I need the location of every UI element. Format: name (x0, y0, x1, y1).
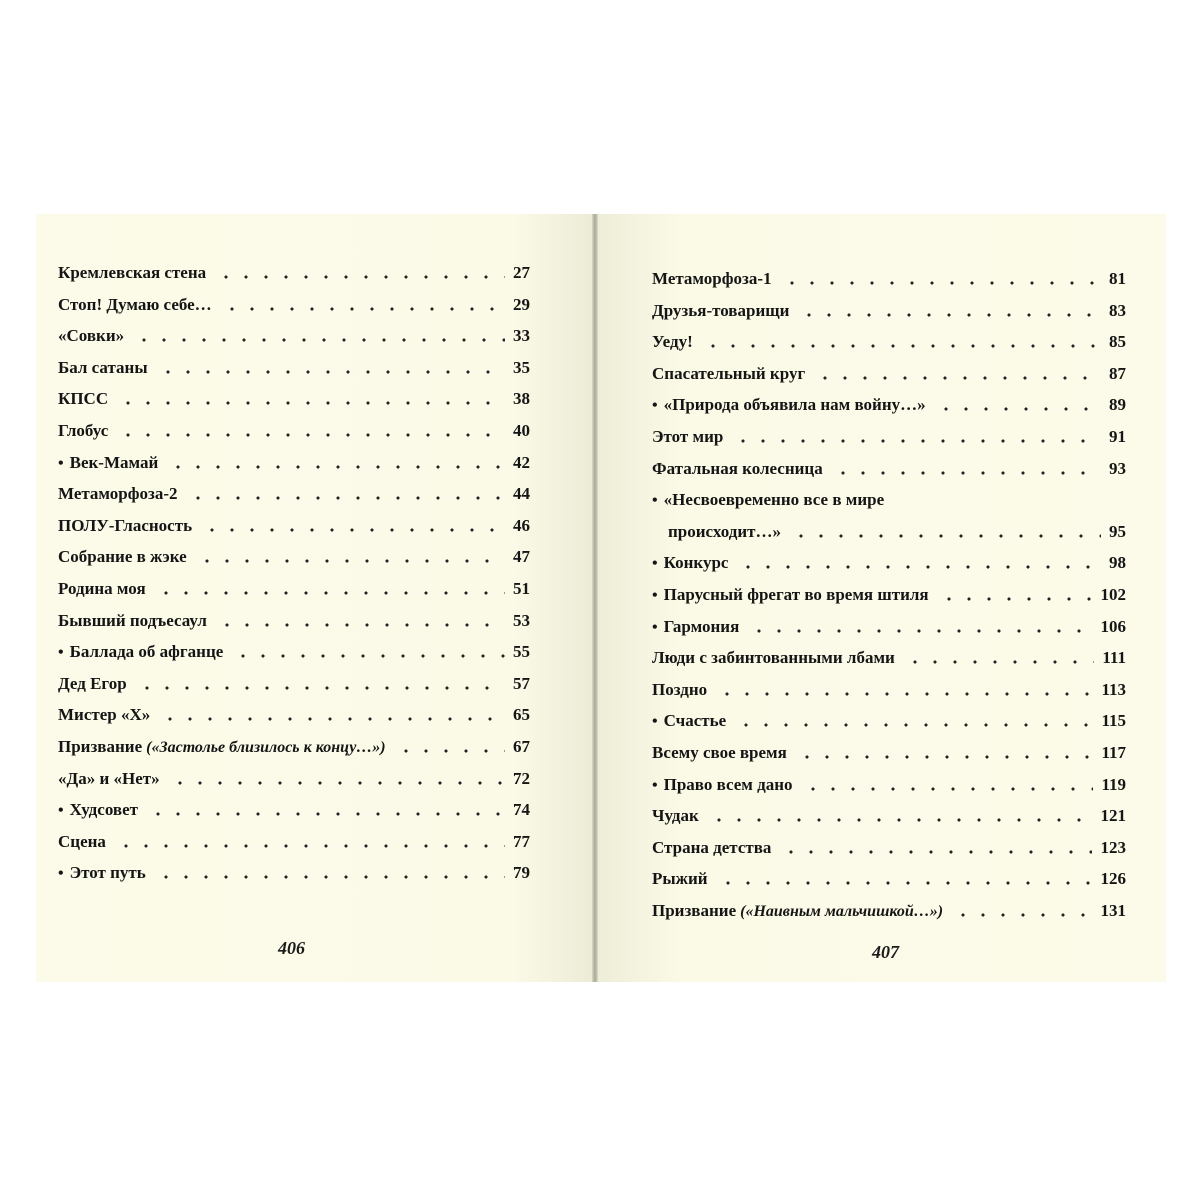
toc-page-number: 42 (513, 452, 530, 472)
toc-entry-title-text: Баллада об афганце (69, 642, 224, 662)
toc-entry (652, 424, 1126, 450)
dot-leader (717, 692, 1093, 696)
toc-entry-title-text: Парусный фрегат во время штиля (663, 585, 929, 604)
dot-leader (936, 407, 1101, 411)
dot-leader (116, 844, 505, 848)
toc-entry-title-text: «Совки» (58, 326, 125, 346)
toc-entry-title-text: Кремлевская стена (58, 263, 207, 282)
dot-leader (733, 439, 1101, 443)
dot-leader (781, 850, 1092, 854)
bullet-marker: • (652, 555, 658, 573)
toc-entry-title (652, 772, 793, 799)
bullet-marker: • (652, 397, 658, 415)
toc-entry-title-text: Бал сатаны (58, 357, 148, 377)
toc-entry-title (58, 860, 146, 887)
toc-entry-title-text: происходит…» (668, 521, 781, 541)
bullet-marker: • (58, 644, 64, 662)
dot-leader (158, 370, 505, 374)
toc-entry (652, 645, 1126, 671)
dot-leader (953, 913, 1092, 917)
dot-leader (156, 875, 505, 879)
toc-entry-title-text: Спасательный круг (652, 363, 806, 383)
toc-entry-subtitle: («Наивным мальчишкой…») (740, 903, 944, 920)
toc-entry-title (58, 671, 127, 697)
toc-entry-title (58, 323, 124, 349)
toc-entry-title-text: Уеду! (652, 332, 693, 352)
dot-leader (396, 749, 505, 753)
toc-entry-title (652, 424, 723, 450)
toc-entry-title (58, 513, 192, 539)
toc-entry-title-text: Собрание в жэке (58, 547, 187, 567)
toc-entry-title-text: Этот мир (652, 427, 724, 446)
toc-entry (652, 582, 1126, 608)
toc-entry (58, 513, 530, 539)
toc-entry-title (652, 487, 884, 514)
toc-entry-title (652, 708, 726, 735)
toc-entry-title (652, 361, 805, 387)
toc-entry (58, 260, 530, 286)
toc-page-number: 33 (513, 326, 530, 346)
toc-entry-title-text: Всему свое время (652, 743, 787, 762)
toc-page-number: 46 (513, 515, 530, 535)
toc-page-number: 53 (513, 610, 530, 630)
toc-entry (652, 456, 1126, 482)
toc-entry (58, 766, 530, 792)
toc-entry-title (652, 740, 787, 766)
bullet-marker: • (58, 802, 64, 820)
toc-entry-title (652, 614, 739, 641)
toc-entry (58, 544, 530, 570)
toc-entry (58, 639, 530, 665)
page-folio: 407 (872, 942, 899, 962)
dot-leader (233, 654, 505, 658)
toc-entry (58, 355, 530, 381)
bullet-marker: • (652, 776, 658, 794)
toc-entry-title (58, 797, 138, 824)
toc-page-number: 89 (1109, 395, 1126, 415)
toc-entry-title-text: Гармония (663, 616, 740, 636)
toc-page-number: 77 (513, 831, 530, 851)
toc-entry-title-text: Родина моя (58, 579, 146, 598)
bullet-marker: • (58, 454, 64, 472)
toc-page-number: 131 (1100, 901, 1126, 920)
toc-entry (58, 734, 530, 760)
toc-entry-title (58, 829, 106, 855)
toc-page-number: 85 (1109, 332, 1126, 352)
toc-entry (58, 608, 530, 634)
toc-entry-title (652, 392, 926, 419)
toc-entry-title-text: Мистер «Х» (58, 705, 151, 725)
toc-page-number: 38 (513, 389, 530, 409)
bullet-marker: • (652, 713, 658, 731)
toc-page-number: 27 (513, 263, 530, 282)
dot-leader (216, 275, 505, 279)
dot-leader (738, 565, 1101, 569)
toc-entry (652, 361, 1126, 387)
toc-entry-title-text: Друзья-товарищи (652, 300, 790, 320)
toc-entry-title (652, 329, 693, 355)
toc-entry (652, 835, 1126, 861)
right-page (598, 214, 1166, 982)
dot-leader (160, 717, 505, 721)
dot-leader (202, 528, 505, 532)
toc-entry-title (58, 576, 146, 602)
toc-page-number: 67 (513, 737, 530, 756)
toc-entry (652, 898, 1126, 924)
toc-entry (58, 671, 530, 697)
toc-page-number: 72 (513, 768, 530, 788)
toc-entry (652, 392, 1126, 418)
toc-entry-title-text: «Несвоевременно все в мире (663, 490, 885, 510)
dot-leader (118, 401, 505, 405)
toc-entry-title-text: Дед Егор (58, 673, 127, 693)
dot-leader (197, 559, 505, 563)
toc-page-number: 87 (1109, 363, 1126, 383)
toc-page-number: 98 (1109, 553, 1126, 573)
toc-entry (652, 708, 1126, 734)
bullet-marker: • (652, 587, 658, 604)
toc-entry-title (652, 456, 823, 482)
toc-page-number: 106 (1100, 616, 1126, 636)
toc-page-number: 93 (1109, 458, 1126, 478)
toc-page-number: 51 (513, 579, 530, 598)
toc-entry-title (58, 766, 160, 792)
toc-entry-title-text: Страна детства (652, 837, 772, 857)
toc-entry (652, 740, 1126, 766)
toc-entry-title-text: Худсовет (69, 800, 138, 820)
toc-entry-title (668, 519, 781, 545)
dot-leader (703, 344, 1101, 348)
toc-entry-title-text: Сцена (58, 831, 106, 851)
toc-entry-title-text: Люди с забинтованными лбами (652, 648, 895, 668)
toc-entry-title-text: КПСС (58, 389, 109, 409)
toc-page-number: 95 (1109, 521, 1126, 541)
dot-leader (188, 496, 505, 500)
toc-entry (58, 292, 530, 318)
dot-leader (799, 313, 1101, 317)
toc-entry-title (652, 266, 772, 292)
toc-entry-title-text: Конкурс (663, 553, 729, 573)
toc-page-number: 55 (513, 642, 530, 662)
toc-entry (58, 860, 530, 886)
dot-leader (833, 471, 1101, 475)
toc-entry-title-text: Чудак (652, 806, 699, 826)
toc-entry-title (652, 550, 728, 577)
bullet-marker: • (58, 865, 64, 883)
toc-entry (58, 576, 530, 602)
toc-page-number: 79 (513, 863, 530, 883)
toc-entry (58, 702, 530, 728)
toc-page-number: 117 (1101, 743, 1126, 762)
toc-entry-title (58, 481, 178, 507)
toc-page-number: 83 (1109, 300, 1126, 320)
bullet-marker: • (652, 618, 658, 636)
toc-page-number: 40 (513, 421, 530, 440)
toc-entry (652, 803, 1126, 829)
toc-entry-subtitle: («Застолье близилось к концу…») (146, 739, 386, 756)
toc-entry-title (58, 450, 158, 477)
toc-entry (652, 266, 1126, 292)
toc-entry-title (652, 898, 943, 925)
toc-entry (652, 519, 1126, 545)
toc-entry-title (652, 298, 789, 324)
dot-leader (939, 597, 1092, 601)
toc-page-number: 113 (1101, 679, 1126, 699)
toc-entry (58, 418, 530, 444)
dot-leader (791, 534, 1101, 538)
toc-entry (58, 386, 530, 412)
toc-page-number: 35 (513, 357, 530, 377)
toc-entry-title-text: «Природа объявила нам войну…» (663, 395, 926, 415)
toc-entry-title-text: «Да» и «Нет» (58, 768, 160, 788)
bullet-marker: • (652, 492, 658, 510)
toc-entry (652, 550, 1126, 576)
toc-page-number: 121 (1100, 806, 1126, 826)
dot-leader (217, 623, 505, 627)
dot-leader (118, 433, 505, 437)
left-page (36, 214, 596, 982)
toc-entry-title (58, 702, 150, 728)
toc-entry (58, 450, 530, 476)
toc-entry (652, 677, 1126, 703)
toc-entry-title-text: ПОЛУ-Гласность (58, 515, 193, 535)
toc-entry-title (652, 677, 707, 703)
toc-page-number: 29 (513, 294, 530, 314)
toc-entry-title-text: Глобус (58, 421, 109, 440)
toc-entry-title (58, 639, 223, 666)
toc-entry-title-text: Рыжий (652, 869, 708, 889)
toc-entry-title (58, 734, 386, 761)
toc-entry-title (58, 544, 187, 570)
toc-entry-title-text: Метаморфоза-2 (58, 484, 178, 504)
dot-leader (749, 629, 1092, 633)
toc-entry-title-text: Бывший подъесаул (58, 610, 207, 630)
dot-leader (782, 281, 1101, 285)
toc-page-number: 115 (1101, 711, 1126, 731)
toc-entry (652, 487, 1126, 513)
toc-entry-title-text: Призвание (652, 901, 737, 920)
toc-entry-title-text: Этот путь (69, 863, 146, 883)
toc-entry (58, 481, 530, 507)
toc-entry (58, 797, 530, 823)
dot-leader (170, 781, 505, 785)
toc-entry-title (58, 386, 108, 412)
toc-entry-title (652, 835, 771, 861)
dot-leader (156, 591, 505, 595)
toc-entry (58, 323, 530, 349)
dot-leader (797, 755, 1093, 759)
toc-entry-title (652, 645, 895, 671)
toc-entry-title-text: Поздно (652, 679, 708, 699)
dot-leader (905, 660, 1094, 664)
toc-page-number: 47 (513, 547, 530, 567)
book-spread (36, 214, 1166, 982)
toc-entry-title-text: Метаморфоза-1 (652, 269, 772, 288)
toc-entry-title-text: Право всем дано (663, 774, 793, 794)
dot-leader (803, 787, 1093, 791)
toc-entry-title (58, 608, 207, 634)
toc-entry-title (58, 292, 212, 318)
toc-entry-title-text: Счастье (663, 711, 727, 731)
toc-entry-title-text: Стоп! Думаю себе… (58, 294, 212, 314)
toc-entry-title (58, 355, 148, 381)
toc-page-number: 57 (513, 673, 530, 693)
toc-entry-title-text: Фатальная колесница (652, 458, 823, 478)
page-folio: 406 (278, 938, 305, 958)
toc-entry-title (652, 582, 929, 609)
toc-entry (652, 614, 1126, 640)
dot-leader (222, 307, 505, 311)
toc-entry (652, 298, 1126, 324)
dot-leader (168, 465, 505, 469)
toc-entry-title (58, 260, 206, 286)
toc-page-number: 81 (1109, 269, 1126, 288)
toc-entry-title-text: Век-Мамай (69, 452, 159, 472)
dot-leader (718, 881, 1092, 885)
toc-entry-title (652, 803, 699, 829)
dot-leader (148, 812, 505, 816)
dot-leader (709, 818, 1092, 822)
toc-entry-title (58, 418, 108, 444)
dot-leader (815, 376, 1101, 380)
toc-page-number: 102 (1100, 585, 1126, 604)
toc-page-number: 44 (513, 484, 530, 504)
toc-entry (652, 866, 1126, 892)
toc-entry (652, 772, 1126, 798)
toc-entry-title-text: Призвание (58, 737, 143, 756)
toc-page-number: 111 (1102, 648, 1126, 668)
dot-leader (736, 723, 1093, 727)
toc-entry (652, 329, 1126, 355)
toc-page-number: 126 (1100, 869, 1126, 889)
toc-page-number: 65 (513, 705, 530, 725)
toc-entry (58, 829, 530, 855)
toc-page-number: 91 (1109, 427, 1126, 446)
toc-page-number: 74 (513, 800, 530, 820)
dot-leader (137, 686, 505, 690)
toc-entry-title (652, 866, 708, 892)
toc-page-number: 123 (1100, 837, 1126, 857)
toc-page-number: 119 (1101, 774, 1126, 794)
dot-leader (134, 338, 505, 342)
